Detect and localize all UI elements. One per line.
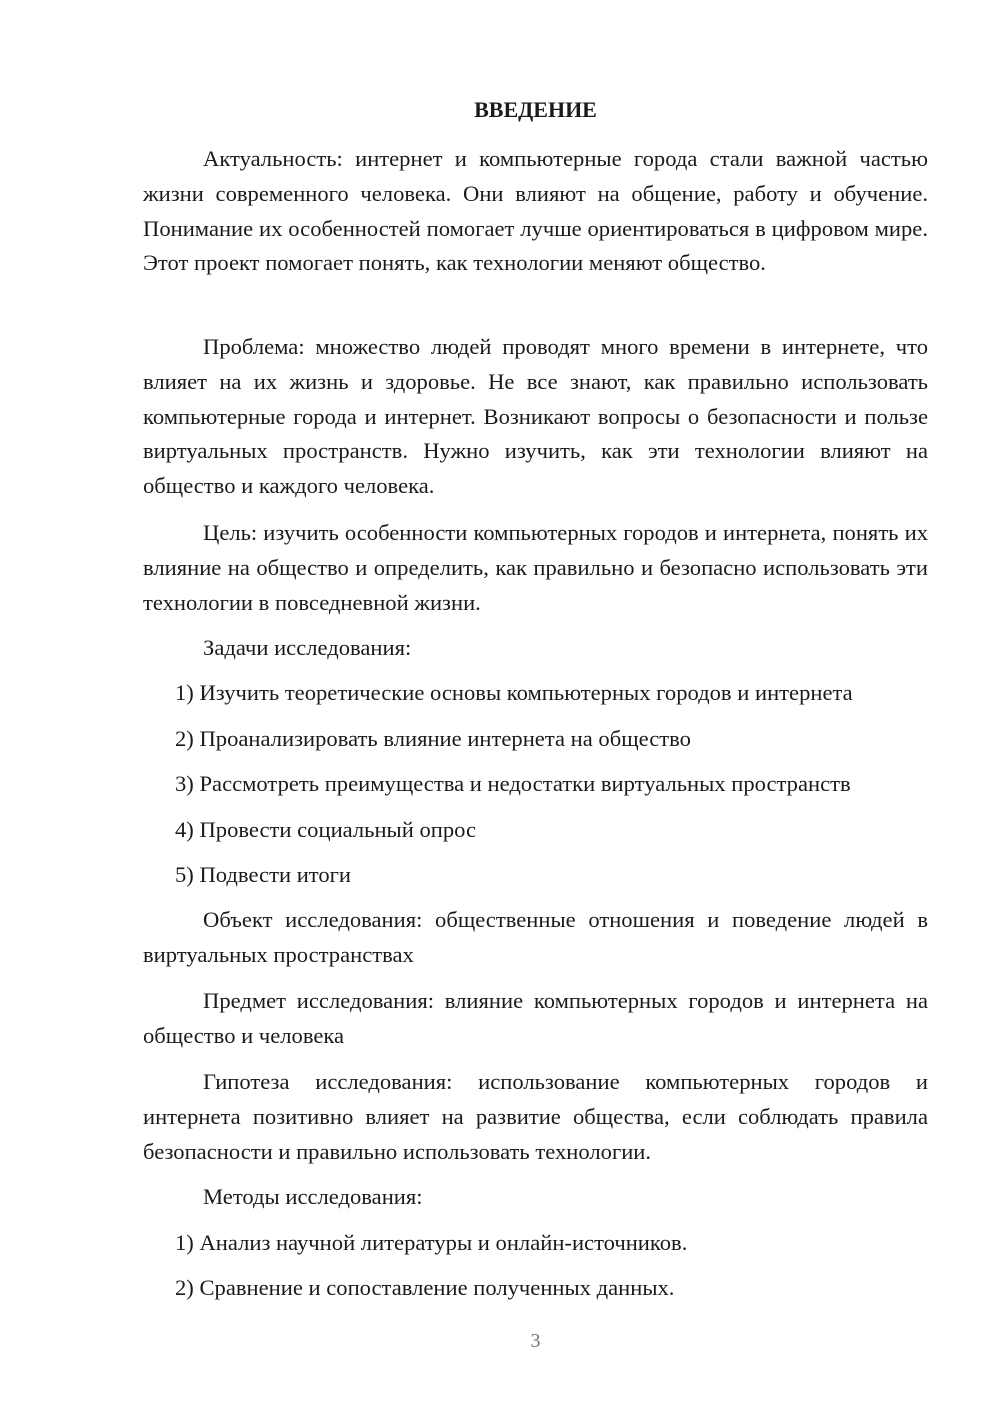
task-item-5: 5) Подвести итоги <box>175 862 352 887</box>
problem-paragraph: Проблема: множество людей проводят много времени в интернете, что влияет на их жизнь и здоровье. Не все знают, как правильно использовать компьютерные города и интернет. Возникают вопросы о безопасности и пользе виртуальных пространств. Нужно изучить, как эти технологии влияют на общество и каждого человека. <box>143 334 928 499</box>
page-number: 3 <box>530 1330 541 1352</box>
task-item-1: 1) Изучить теоретические основы компьютерных городов и интернета <box>175 680 853 705</box>
task-item-3: 3) Рассмотреть преимущества и недостатки виртуальных пространств <box>175 771 851 796</box>
task-item-2: 2) Проанализировать влияние интернета на общество <box>175 726 691 751</box>
object-paragraph: Объект исследования: общественные отношения и поведение людей в виртуальных пространствах <box>143 907 928 967</box>
goal-paragraph: Цель: изучить особенности компьютерных городов и интернета, понять их влияние на общество и определить, как правильно и безопасно использовать эти технологии в повседневной жизни. <box>143 520 928 615</box>
task-item-4: 4) Провести социальный опрос <box>175 817 477 842</box>
page-title: ВВЕДЕНИЕ <box>474 97 597 122</box>
subject-paragraph: Предмет исследования: влияние компьютерных городов и интернета на общество и человека <box>143 988 928 1048</box>
hypothesis-paragraph: Гипотеза исследования: использование компьютерных городов и интернета позитивно влияет на развитие общества, если соблюдать правила безопасности и правильно использовать технологии. <box>143 1069 928 1164</box>
tasks-heading: Задачи исследования: <box>203 635 412 660</box>
methods-heading: Методы исследования: <box>203 1184 423 1209</box>
method-item-2: 2) Сравнение и сопоставление полученных данных. <box>175 1275 675 1300</box>
method-item-1: 1) Анализ научной литературы и онлайн-источников. <box>175 1230 688 1255</box>
relevance-paragraph: Актуальность: интернет и компьютерные города стали важной частью жизни современного человека. Они влияют на общение, работу и обучение. Понимание их особенностей помогает лучше ориентироваться в цифровом мире. Этот проект помогает понять, как технологии меняют общество. <box>143 146 928 276</box>
